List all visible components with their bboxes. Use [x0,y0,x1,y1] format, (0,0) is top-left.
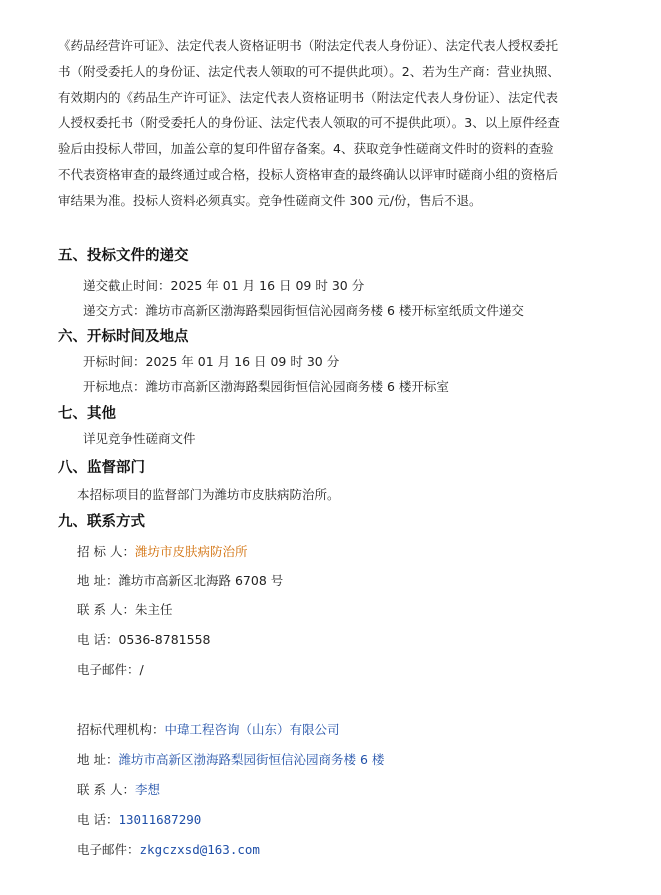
supervision-text: 本招标项目的监督部门为潍坊市皮肤病防治所。 [77,487,340,502]
tenderer-name-label: 招 标 人： [77,544,135,559]
section-heading-contact: 九、联系方式 [58,514,145,530]
tenderer-name-row [77,542,247,560]
agency-phone-value: 13011687290 [118,812,202,827]
agency-phone-label: 电 话： [77,812,119,827]
agency-phone-row [77,810,201,828]
tenderer-phone-value: 0536-8781558 [118,632,211,647]
qualification-paragraph [58,33,606,214]
tenderer-contact-label: 联 系 人： [77,602,135,617]
agency-address-value: 潍坊市高新区渤海路梨园街恒信沁园商务楼 6 楼 [118,752,385,767]
submission-deadline: 递交截止时间：2025 年 01 月 16 日 09 时 30 分 [83,278,365,293]
paragraph-line: 有效期内的《药品生产许可证》、法定代表人资格证明书（附法定代表人身份证）、法定代表 [58,89,559,105]
agency-email-label: 电子邮件： [77,842,140,857]
tenderer-address-label: 地 址： [77,573,119,588]
agency-contact-value: 李想 [134,782,160,797]
paragraph-line: 书（附受委托人的身份证、法定代表人领取的可不提供此项）。2、若为生产商：营业执照、 [58,63,560,79]
agency-address-row [77,750,384,768]
agency-name-value: 中瑋工程咨询（山东）有限公司 [164,722,340,737]
paragraph-line: 审结果为准。投标人资料必须真实。竞争性磋商文件 300 元/份，售后不退。 [58,192,482,208]
paragraph-line: 不代表资格审查的最终通过或合格，投标人资格审查的最终确认以评审时磋商小组的资格后 [58,166,559,182]
tenderer-email-row [77,660,144,678]
agency-email-value: zkgczxsd@163.com [139,842,260,857]
agency-address-label: 地 址： [77,752,119,767]
agency-contact-label: 联 系 人： [77,782,135,797]
agency-email-row [77,840,260,858]
other-text: 详见竞争性磋商文件 [83,431,196,446]
section-heading-opening: 六、开标时间及地点 [58,329,189,345]
paragraph-line: 验后由投标人带回，加盖公章的复印件留存备案。4、获取竞争性磋商文件时的资料的查验 [58,141,554,157]
section-heading-other: 七、其他 [58,406,116,422]
opening-place: 开标地点：潍坊市高新区渤海路梨园街恒信沁园商务楼 6 楼开标室 [83,379,449,394]
paragraph-line: 《药品经营许可证》、法定代表人资格证明书（附法定代表人身份证）、法定代表人授权委托 [58,38,559,53]
tenderer-name-value: 潍坊市皮肤病防治所 [134,544,248,559]
tenderer-phone-label: 电 话： [77,632,119,647]
tenderer-contact-value: 朱主任 [134,602,173,617]
tenderer-phone-row [77,630,210,648]
section-heading-submission: 五、投标文件的递交 [58,248,189,264]
tenderer-email-label: 电子邮件： [77,662,140,677]
agency-contact-row [77,780,160,798]
submission-method: 递交方式：潍坊市高新区渤海路梨园街恒信沁园商务楼 6 楼开标室纸质文件递交 [83,303,524,318]
section-heading-supervision: 八、监督部门 [58,460,145,476]
tenderer-email-value: / [139,662,144,677]
paragraph-line: 人授权委托书（附受委托人的身份证、法定代表人领取的可不提供此项）。3、以上原件经查 [58,115,560,131]
opening-time: 开标时间：2025 年 01 月 16 日 09 时 30 分 [83,354,340,369]
agency-name-label: 招标代理机构： [77,722,165,737]
tenderer-contact-row [77,600,172,618]
tenderer-address-value: 潍坊市高新区北海路 6708 号 [118,573,284,588]
tenderer-address-row [77,571,283,589]
agency-name-row [77,720,340,738]
